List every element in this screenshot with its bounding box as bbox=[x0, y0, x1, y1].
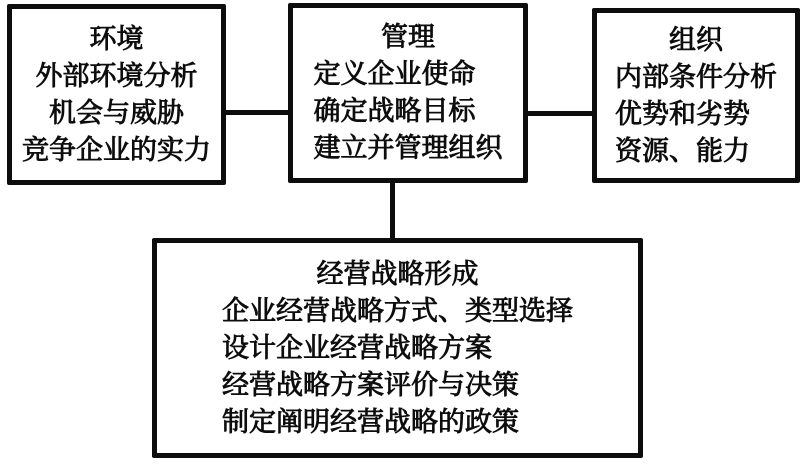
box-management bbox=[288, 3, 528, 183]
box-line: 经营战略方案评价与决策 bbox=[222, 369, 519, 400]
box-organization-title: 组织 bbox=[669, 24, 723, 55]
box-environment-lines bbox=[22, 58, 211, 169]
box-organization bbox=[592, 8, 800, 183]
box-line: 优势和劣势 bbox=[615, 98, 750, 129]
box-management-title: 管理 bbox=[381, 22, 435, 52]
box-line: 定义企业使命 bbox=[313, 59, 476, 89]
box-line: 机会与威胁 bbox=[49, 97, 184, 128]
box-line: 外部环境分析 bbox=[35, 60, 198, 91]
box-line: 建立并管理组织 bbox=[313, 133, 503, 163]
box-environment-title: 环境 bbox=[89, 23, 144, 54]
box-management-lines bbox=[314, 56, 503, 167]
box-line: 确定战略目标 bbox=[313, 96, 476, 126]
box-line: 竞争企业的实力 bbox=[22, 134, 211, 165]
box-line: 企业经营战略方式、类型选择 bbox=[222, 295, 573, 326]
box-line: 内部条件分析 bbox=[615, 61, 777, 92]
box-line: 设计企业经营战略方案 bbox=[222, 332, 492, 363]
connector-management-strategy bbox=[390, 181, 395, 239]
box-environment bbox=[7, 4, 226, 185]
connector-management-organization bbox=[526, 111, 594, 116]
box-strategy-formation bbox=[152, 238, 643, 458]
box-line: 资源、能力 bbox=[615, 135, 750, 166]
box-strategy-formation-lines bbox=[222, 293, 573, 441]
box-line: 制定阐明经营战略的政策 bbox=[222, 406, 519, 437]
connector-environment-management bbox=[224, 110, 290, 115]
box-organization-lines bbox=[615, 59, 777, 170]
box-strategy-formation-title: 经营战略形成 bbox=[316, 258, 479, 289]
